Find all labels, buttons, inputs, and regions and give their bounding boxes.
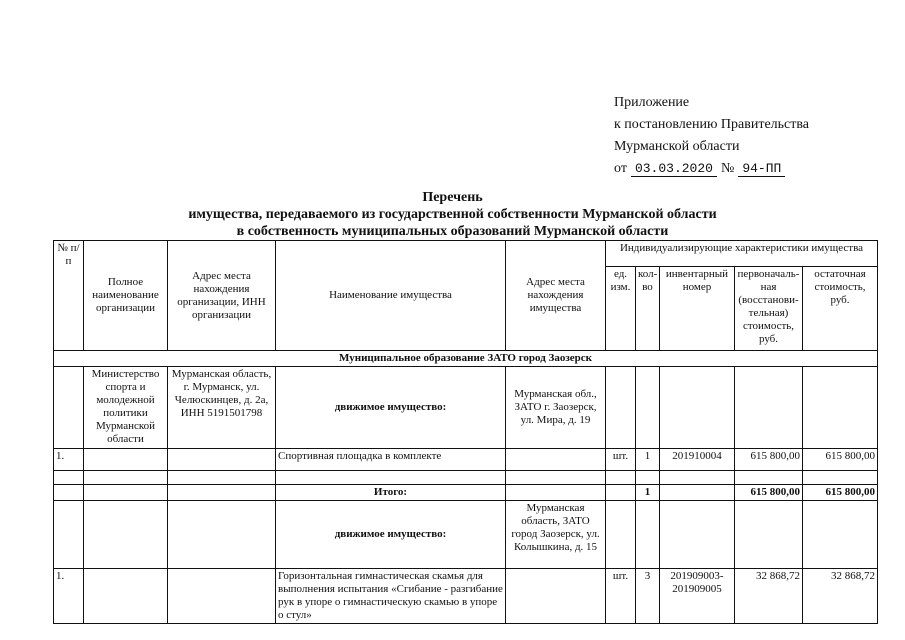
- item-unit: шт.: [606, 449, 636, 471]
- property-table: [53, 240, 878, 624]
- total-initial-cost: 615 800,00: [735, 485, 803, 501]
- empty-cell: [803, 501, 878, 569]
- header-num: № п/п: [54, 241, 84, 351]
- doc-title: Перечень: [422, 190, 483, 205]
- empty-cell: [803, 367, 878, 449]
- empty-cell: [506, 485, 606, 501]
- appendix-block: [614, 92, 809, 180]
- empty-cell: [84, 569, 168, 624]
- item-initial-cost: 32 868,72: [735, 569, 803, 624]
- item-residual-cost: 615 800,00: [803, 449, 878, 471]
- section-title: Муниципальное образование ЗАТО город Заозерск: [54, 351, 878, 367]
- empty-cell: [606, 485, 636, 501]
- date-prefix: от: [614, 161, 627, 176]
- appendix-line2: к постановлению Правительства: [614, 117, 810, 132]
- item-name: Горизонтальная гимнастическая скамья для выполнения испытания «Сгибание - разгибание рук в упоре о гимнастическую скамью в упоре о стул»: [276, 569, 506, 624]
- empty-cell: [660, 501, 735, 569]
- appendix-line3: Мурманской области: [614, 139, 740, 154]
- empty-cell: [636, 367, 660, 449]
- header-property-address: Адрес места нахождения имущества: [506, 241, 606, 351]
- empty-cell: [54, 501, 84, 569]
- doc-subtitle-2: в собственность муниципальных образований Мурманской области: [236, 224, 669, 239]
- empty-cell: [506, 569, 606, 624]
- header-initial-cost: первоначаль-ная (восстанови-тельная) стоимость, руб.: [735, 267, 803, 351]
- group1-address: Мурманская обл., ЗАТО г. Заозерск, ул. Мира, д. 19: [506, 367, 606, 449]
- empty-cell: [660, 485, 735, 501]
- item-num: 1.: [54, 449, 84, 471]
- item-qty: 3: [636, 569, 660, 624]
- org-name: Министерство спорта и молодежной политики Мурманской области: [84, 367, 168, 449]
- item-inventory: 201909003-201909005: [660, 569, 735, 624]
- group1-label: движимое имущество:: [276, 367, 506, 449]
- item-name: Спортивная площадка в комплекте: [276, 449, 506, 471]
- empty-cell: [168, 485, 276, 501]
- header-qty: кол-во: [636, 267, 660, 351]
- item-num: 1.: [54, 569, 84, 624]
- header-inventory: инвентарный номер: [660, 267, 735, 351]
- empty-cell: [735, 367, 803, 449]
- total-residual-cost: 615 800,00: [803, 485, 878, 501]
- doc-subtitle-1: имущества, передаваемого из государственной собственности Мурманской области: [188, 207, 717, 222]
- header-org-address: Адрес места нахождения организации, ИНН организации: [168, 241, 276, 351]
- empty-cell: [606, 501, 636, 569]
- empty-cell: [84, 449, 168, 471]
- total-qty: 1: [636, 485, 660, 501]
- item-unit: шт.: [606, 569, 636, 624]
- header-org: Полное наименование организации: [84, 241, 168, 351]
- empty-cell: [84, 485, 168, 501]
- empty-cell: [735, 501, 803, 569]
- empty-cell: [84, 501, 168, 569]
- item-qty: 1: [636, 449, 660, 471]
- header-characteristics: Индивидуализирующие характеристики имущества: [606, 241, 878, 267]
- group2-address: Мурманская область, ЗАТО город Заозерск, ул. Колышкина, д. 15: [506, 501, 606, 569]
- header-residual-cost: остаточная стоимость, руб.: [803, 267, 878, 351]
- decree-number: 94-ПП: [738, 161, 785, 177]
- decree-date: 03.03.2020: [631, 161, 717, 177]
- empty-cell: [168, 449, 276, 471]
- empty-cell: [636, 501, 660, 569]
- header-unit: ед. изм.: [606, 267, 636, 351]
- empty-cell: [606, 367, 636, 449]
- item-initial-cost: 615 800,00: [735, 449, 803, 471]
- empty-cell: [168, 569, 276, 624]
- appendix-date-line: [614, 158, 809, 180]
- number-prefix: №: [720, 161, 735, 176]
- empty-cell: [168, 501, 276, 569]
- header-property-name: Наименование имущества: [276, 241, 506, 351]
- group2-label: движимое имущество:: [276, 501, 506, 569]
- empty-cell: [660, 367, 735, 449]
- empty-cell: [54, 367, 84, 449]
- item-inventory: 201910004: [660, 449, 735, 471]
- item-residual-cost: 32 868,72: [803, 569, 878, 624]
- total-label: Итого:: [276, 485, 506, 501]
- empty-cell: [506, 449, 606, 471]
- org-address: Мурманская область, г. Мурманск, ул. Челюскинцев, д. 2а, ИНН 5191501798: [168, 367, 276, 449]
- empty-cell: [54, 485, 84, 501]
- appendix-line1: Приложение: [614, 95, 690, 110]
